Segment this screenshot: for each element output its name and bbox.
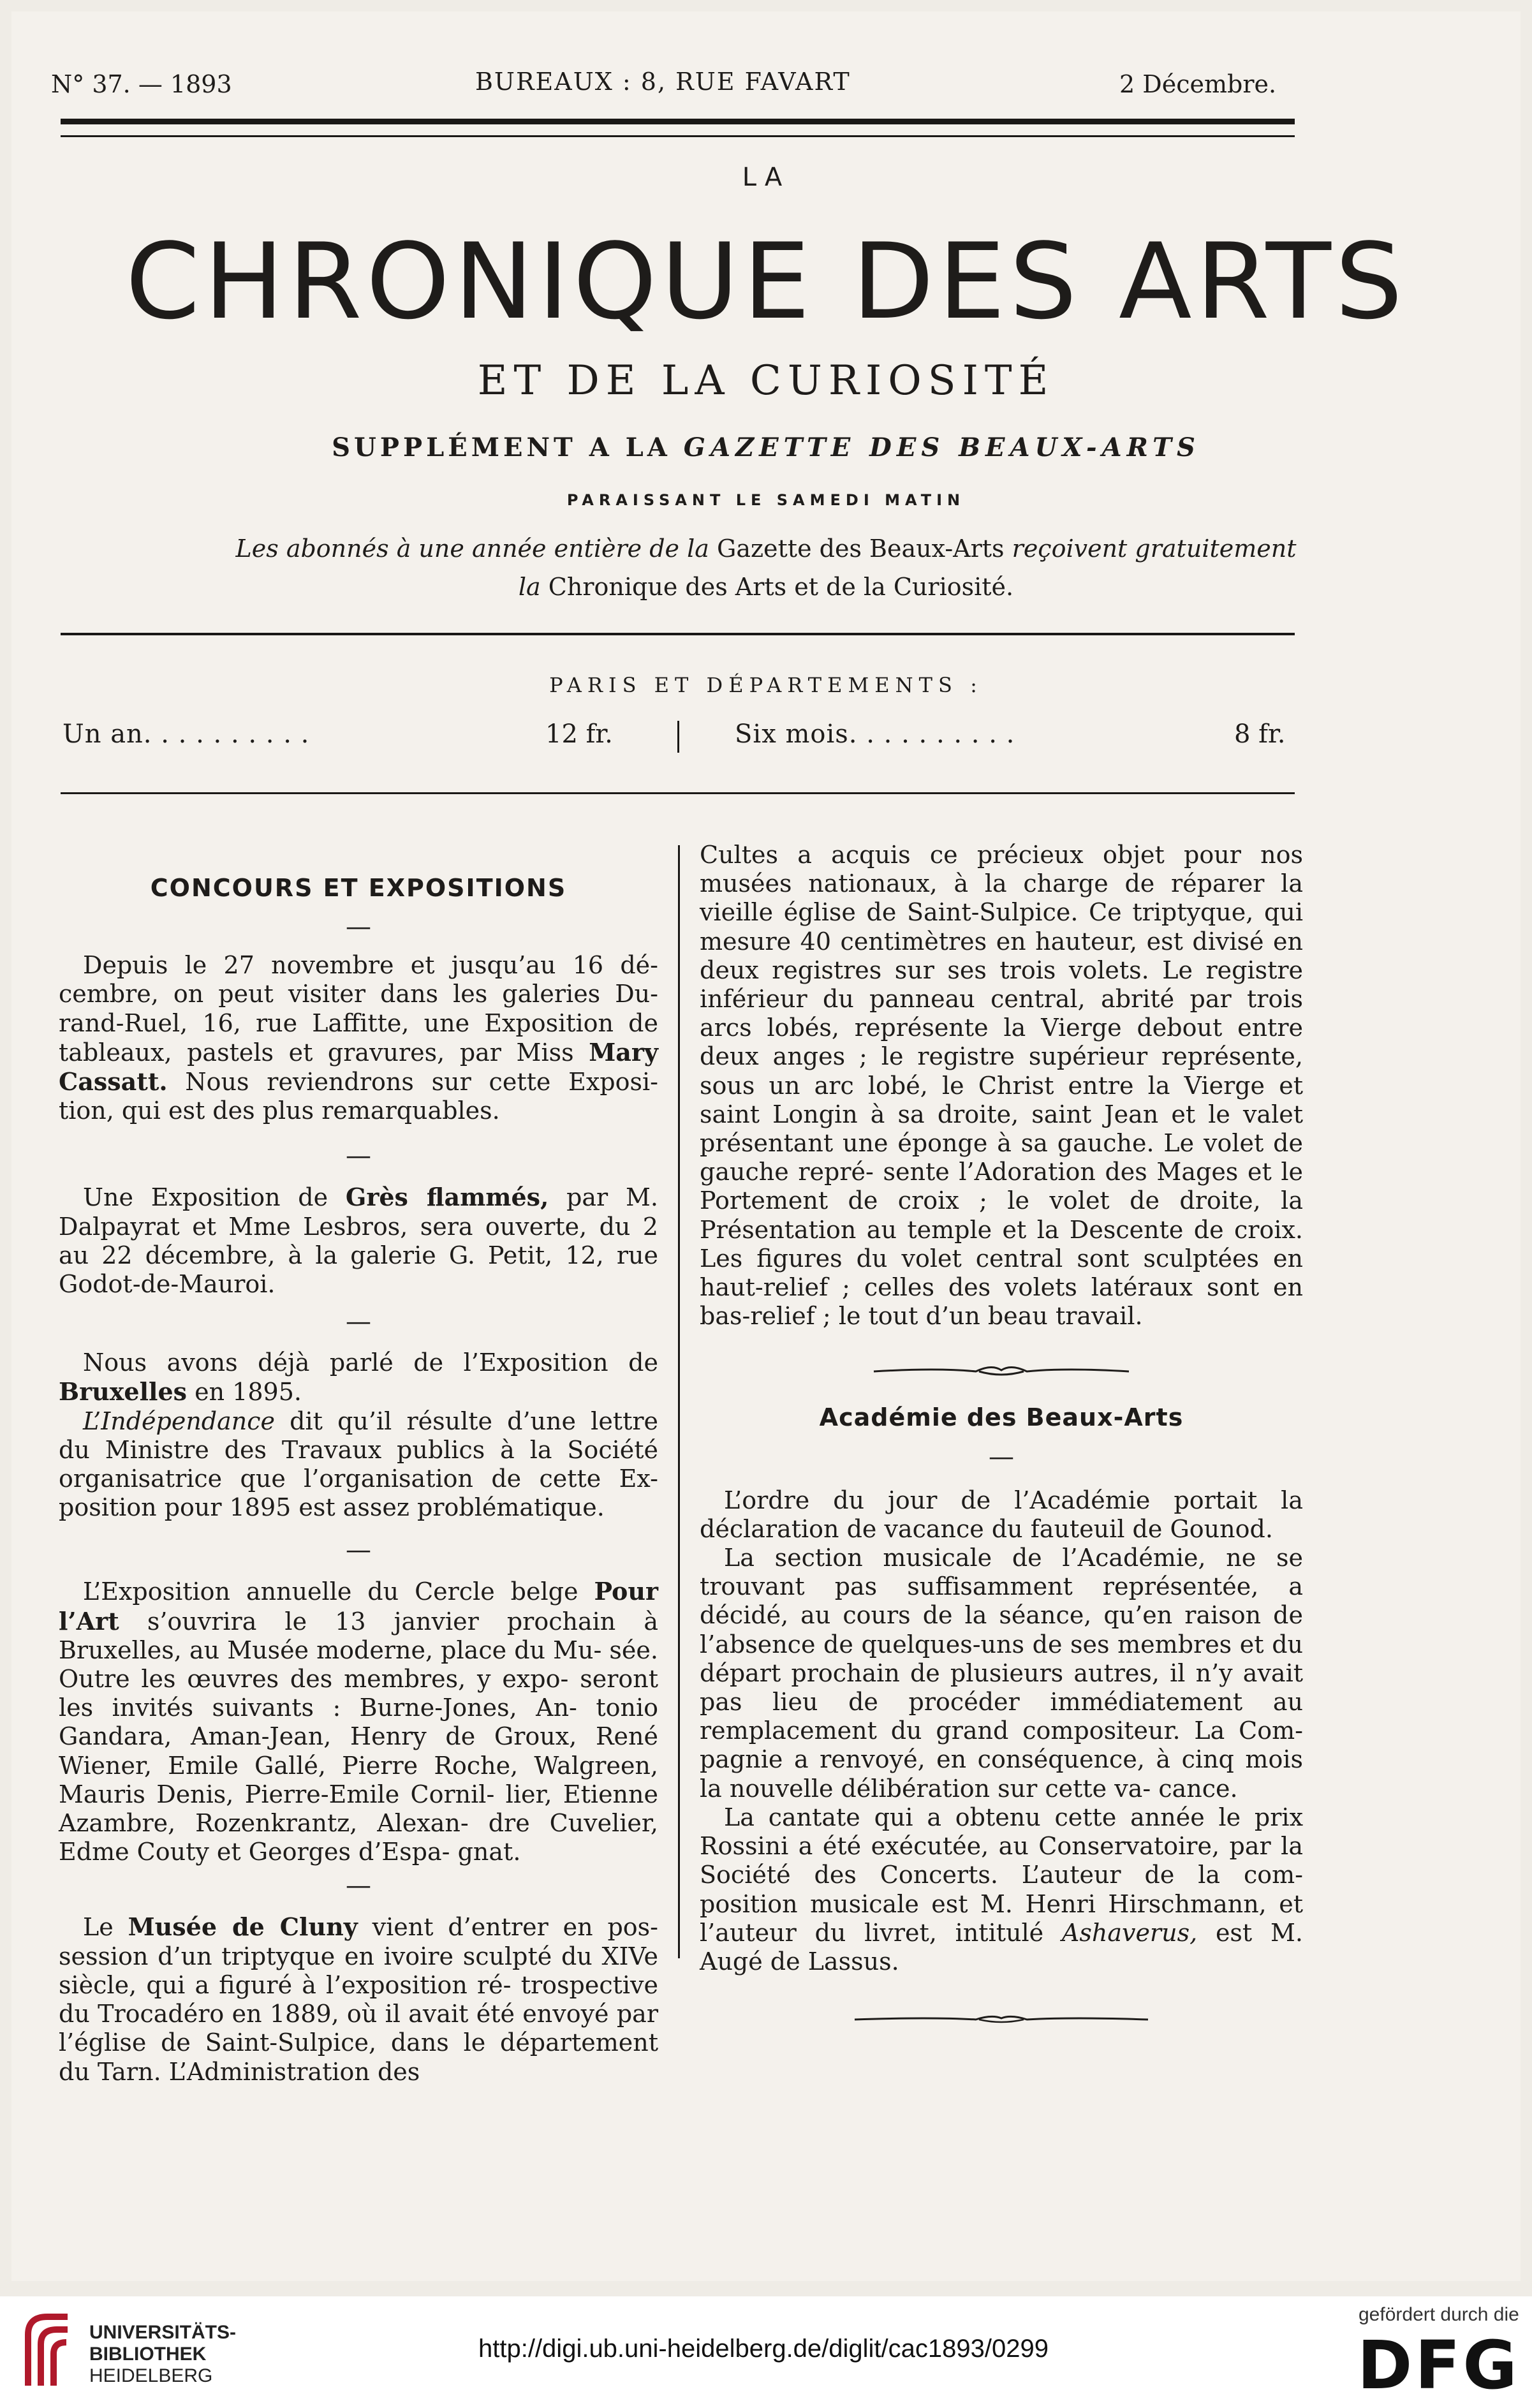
text-line: vieille église de Saint-Sulpice. Ce triptyque, <box>700 898 1254 927</box>
text-line: tableaux, pastels et gravures, par Miss <box>59 1038 589 1067</box>
top-thick-rule <box>61 119 1295 124</box>
bold-name: l’Art <box>59 1606 119 1636</box>
ornament-divider-bottom <box>700 2009 1303 2028</box>
top-thin-rule <box>61 135 1295 137</box>
text-line: lier, Etienne Azambre, Rozenkrantz, Alexan- <box>59 1780 658 1838</box>
text-line: position pour 1895 est assez problématique. <box>59 1493 605 1522</box>
section-dash: — <box>989 1442 1014 1472</box>
italic-title: Ashaverus, <box>1061 1918 1198 1947</box>
text-line: Bruxelles, au Musée moderne, place du Mu- <box>59 1636 602 1664</box>
text-line: Christ entre la Vierge et saint Longin à sa <box>700 1071 1303 1128</box>
text-line: le tout d’un beau travail. <box>838 1302 1143 1331</box>
text-line: Nous reviendrons sur cette Exposi- <box>167 1068 658 1097</box>
italic-title: L’Indépendance <box>83 1407 276 1435</box>
text-line: dre Cuvelier, Edme Couty et Georges d’Espa- <box>59 1809 658 1866</box>
text-line: La cantate qui a obtenu cette année le prix <box>724 1803 1303 1831</box>
text-line: volet central sont sculptées en haut-relief ; <box>700 1244 1303 1302</box>
masthead-subtitle: ET DE LA CURIOSITÉ <box>477 357 1055 404</box>
text-line: organisatrice que l’organisation de cette Ex- <box>59 1465 658 1493</box>
issue-number: N° 37. — 1893 <box>51 70 232 98</box>
bold-name: Cassatt. <box>59 1067 168 1097</box>
price-separator <box>677 721 679 753</box>
masthead-title: CHRONIQUE DES ARTS <box>125 221 1407 343</box>
bold-name: Mary <box>589 1037 658 1067</box>
text-line: Godot-de-Mauroi. <box>59 1270 276 1299</box>
text-line: vient d’entrer en pos- <box>357 1913 658 1942</box>
text-line: seront les invités suivants : Burne-Jones, An- <box>59 1665 658 1722</box>
text-line: tion, qui est des plus remarquables. <box>59 1097 500 1125</box>
text-line: M. Dalpayrat et Mme Lesbros, sera ouverte, du <box>59 1183 658 1241</box>
text-line: et l’auteur du livret, intitulé <box>700 1889 1303 1947</box>
funded-by-text: gefördert durch die <box>1359 2304 1519 2325</box>
text-line: mois la nouvelle délibération sur cette va- <box>700 1745 1303 1803</box>
abonnes-text-c: reçoivent gratuitement <box>1012 535 1297 563</box>
text-line: Walgreen, Mauris Denis, Pierre-Emile Cornil- <box>59 1751 658 1808</box>
text-line: droite, saint Jean et le valet présentant une <box>700 1100 1303 1158</box>
text-line: rand-Ruel, 16, rue Laffitte, une Exposition de <box>59 1008 658 1037</box>
price-year-label: Un an. . . . . . . . . . <box>63 720 310 749</box>
abonnes-text-a: Les abonnés à une année entière de la <box>235 535 709 563</box>
text-line: M. Augé de Lassus. <box>700 1918 1303 1976</box>
text-line: musées nationaux, à la charge de réparer la <box>700 869 1303 898</box>
price-year-value: 12 fr. <box>545 720 613 749</box>
paragraph-cluny <box>59 1912 658 2086</box>
paragraph-independance <box>59 1407 658 1523</box>
section-dash: — <box>346 1307 371 1337</box>
text-line: le département du Tarn. L’Administration des <box>59 2028 658 2086</box>
masthead-la: LA <box>742 163 790 192</box>
abonnes-text-b: Gazette des Beaux-Arts <box>717 535 1005 563</box>
left-column <box>59 874 658 2087</box>
library-line: HEIDELBERG <box>89 2365 213 2386</box>
section-dash: — <box>346 1871 371 1901</box>
mid-rule <box>61 633 1295 635</box>
text-line: qui mesure 40 centimètres en hauteur, est <box>700 898 1303 956</box>
library-line: BIBLIOTHEK <box>89 2344 207 2365</box>
source-url-link[interactable]: http://digi.ub.uni-heidelberg.de/diglit/cac1893/0299 <box>478 2335 1049 2363</box>
ornament-divider <box>700 1361 1303 1380</box>
text-line: Rossini a été exécutée, au Conservatoire, par <box>700 1832 1271 1861</box>
abonnes-text-e: Chronique des Arts et de la Curiosité. <box>548 573 1014 601</box>
text-line: cance. <box>1158 1774 1238 1803</box>
text-line: l’absence de quelques-uns de ses membres et <box>700 1630 1264 1658</box>
text-line: pagnie a renvoyé, en conséquence, à cinq <box>700 1745 1234 1774</box>
text-line: avait pas lieu de procéder immédiatement au <box>700 1658 1303 1717</box>
text-line: par <box>549 1183 608 1212</box>
library-line: UNIVERSITÄTS- <box>89 2322 237 2343</box>
supplement-prefix: SUPPLÉMENT A LA <box>332 432 671 462</box>
paragraph-triptyque <box>700 841 1303 1331</box>
price-six-label: Six mois. . . . . . . . . . <box>735 720 1015 749</box>
paragraph-cercle <box>59 1577 658 1866</box>
paragraph-bruxelles <box>59 1348 658 1407</box>
text-line: cembre, on peut visiter dans les galeries Du- <box>59 980 658 1008</box>
bold-name: Pour <box>594 1577 658 1606</box>
text-line: position musicale est M. Henri Hirschmann, <box>700 1889 1267 1918</box>
text-line: divisé en deux registres sur ses trois volets. <box>700 927 1303 984</box>
text-line: gnat. <box>457 1838 521 1866</box>
paragraph-section-musicale <box>700 1544 1303 1803</box>
text-line: la Société des Concerts. L’auteur de la com- <box>700 1832 1303 1889</box>
text-line: temple et la Descente de croix. Les figures du <box>700 1215 1304 1273</box>
library-name <box>89 2322 236 2387</box>
text-line: Vierge debout entre deux anges ; le registre <box>700 1014 1303 1071</box>
text-line: éponge à sa gauche. Le volet de gauche repré- <box>700 1129 1303 1186</box>
text-line: dit qu’il résulte d’une lettre <box>275 1407 658 1435</box>
text-line: Depuis le 27 novembre et jusqu’au 16 dé- <box>83 951 658 980</box>
text-line: de croix ; le volet de droite, la Présentation au <box>700 1186 1303 1244</box>
paragraph-cassatt <box>59 951 658 1125</box>
paragraph-cantate <box>700 1803 1303 1976</box>
paragraph-gounod <box>700 1486 1303 1544</box>
abonnes-line-2 <box>0 569 1532 605</box>
text-line: Le registre inférieur du panneau central, <box>700 956 1303 1014</box>
text-line: L’Exposition annuelle du Cercle belge <box>83 1577 594 1606</box>
section-heading-academie: Académie des Beaux-Arts <box>819 1403 1184 1432</box>
text-line: du XIVe siècle, qui a figuré à l’exposition ré- <box>59 1942 658 1999</box>
text-line: est <box>1197 1918 1253 1947</box>
text-line: s’ouvrira le 13 janvier prochain à <box>119 1607 658 1636</box>
text-line: celles des volets latéraux sont en bas-relief ; <box>700 1273 1303 1331</box>
section-heading-concours: CONCOURS ET EXPOSITIONS <box>150 874 567 902</box>
price-six-value: 8 fr. <box>1234 720 1286 749</box>
supplement-gazette: GAZETTE DES BEAUX-ARTS <box>683 432 1200 462</box>
text-line: du Ministre des Travaux publics à la Société <box>59 1435 658 1464</box>
column-divider <box>678 845 680 1958</box>
text-line: abrité par trois arcs lobés, représente la <box>700 985 1303 1042</box>
section-dash: — <box>346 1141 371 1171</box>
text-line: Cultes a acquis ce précieux objet pour nos <box>700 841 1303 869</box>
text-line: trospective du Trocadéro en 1889, où il avait <box>59 1970 658 2028</box>
text-line: La section musicale de l’Académie, ne se <box>724 1544 1303 1572</box>
text-line: remplacement du grand compositeur. La Com- <box>700 1717 1303 1745</box>
bold-name: Musée de Cluny <box>128 1912 358 1942</box>
section-dash: — <box>346 912 371 942</box>
text-line: Le <box>83 1913 128 1942</box>
bureaux-address: BUREAUX : 8, RUE FAVART <box>475 68 851 96</box>
paraissant-line: PARAISSANT LE SAMEDI MATIN <box>566 491 966 509</box>
text-line: en 1895. <box>187 1378 302 1407</box>
text-line: déclaration de vacance du fauteuil de Gounod. <box>700 1514 1273 1543</box>
text-line: tonio Gandara, Aman-Jean, Henry de Groux, <box>59 1694 658 1751</box>
text-line: sente l’Adoration des Mages et le Portement <box>700 1158 1304 1215</box>
supplement-line <box>0 432 1532 462</box>
section-dash: — <box>346 1535 371 1565</box>
text-line: été envoyé par l’église de Saint-Sulpice, dans <box>59 2000 658 2057</box>
bold-name: Grès flammés, <box>345 1183 549 1212</box>
text-line: session d’un triptyque en ivoire sculpté <box>59 1942 552 1970</box>
right-column <box>700 841 1303 2028</box>
price-bottom-rule <box>61 792 1295 794</box>
text-line: du départ prochain de plusieurs autres, il n’y <box>700 1630 1303 1687</box>
text-line: sée. Outre les œuvres des membres, y expo- <box>59 1636 658 1694</box>
text-line: 2 au 22 décembre, à la galerie G. Petit, 12, rue <box>59 1212 658 1269</box>
dfg-logo: DFG <box>1357 2326 1520 2404</box>
subscription-heading: PARIS ET DÉPARTEMENTS : <box>549 673 983 697</box>
text-line: décidé, au cours de la séance, qu’en raison de <box>700 1601 1303 1630</box>
issue-date: 2 Décembre. <box>1119 70 1277 98</box>
text-line: Nous avons déjà parlé de l’Exposition de <box>83 1348 658 1377</box>
abonnes-text-d: la <box>518 573 541 601</box>
text-line: Une Exposition de <box>83 1183 346 1212</box>
bold-name: Bruxelles <box>59 1377 188 1407</box>
text-line: René Wiener, Emile Gallé, Pierre Roche, <box>59 1722 658 1780</box>
abonnes-line-1 <box>0 531 1532 566</box>
text-line: L’ordre du jour de l’Académie portait la <box>724 1486 1303 1514</box>
heidelberg-logo-icon <box>22 2309 75 2392</box>
text-line: supérieur représente, sous un arc lobé, le <box>700 1042 1303 1100</box>
paragraph-gres <box>59 1183 658 1299</box>
text-line: trouvant pas suffisamment représentée, a <box>700 1572 1303 1601</box>
